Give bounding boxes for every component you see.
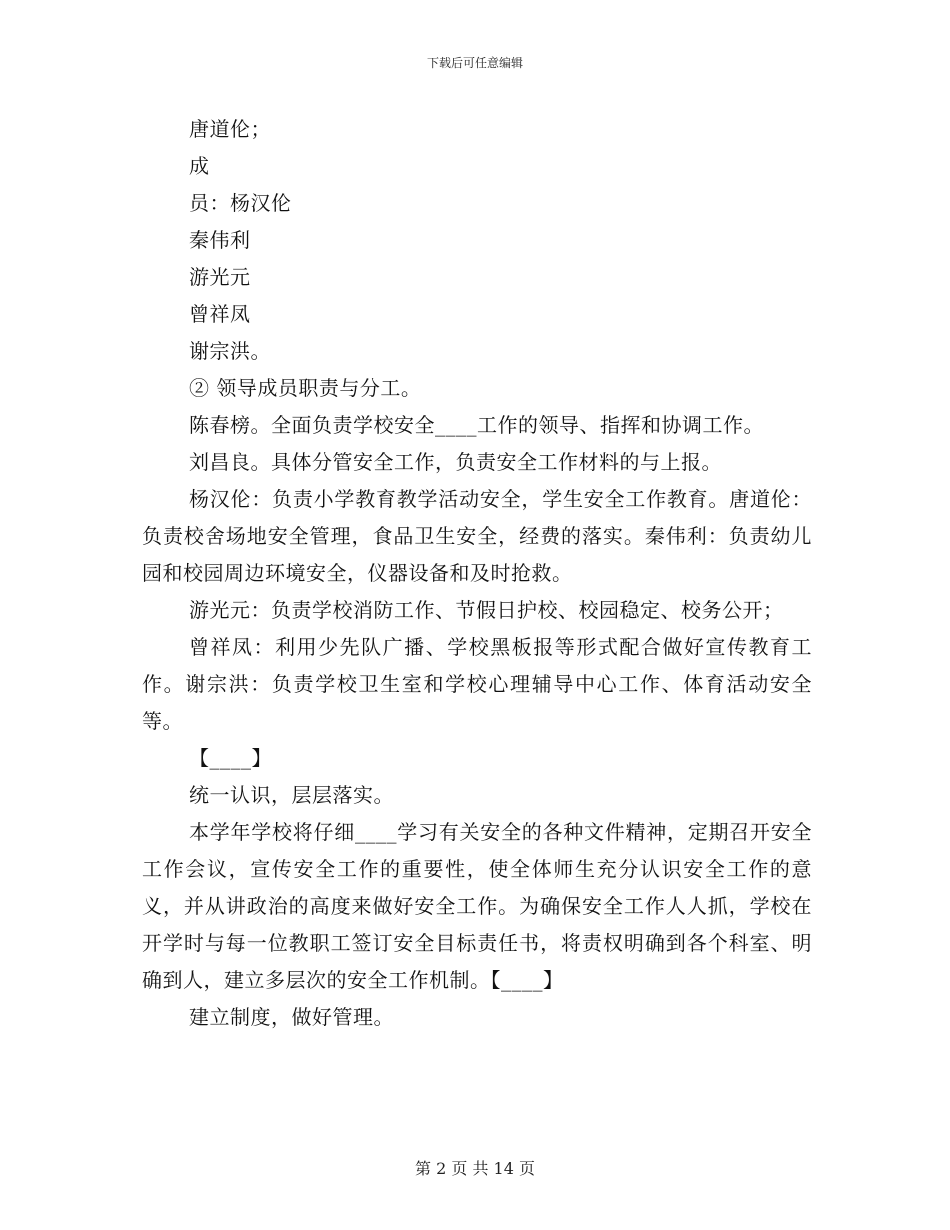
- paragraph: ② 领导成员职责与分工。: [189, 376, 422, 400]
- paragraph: 曾祥凤：利用少先队广播、学校黑板报等形式配合做好宣传教育工作。谢宗洪：负责学校卫生室和学校心理辅导中心工作、体育活动安全等。: [142, 635, 812, 733]
- paragraph: 本学年学校将仔细____学习有关安全的各种文件精神，定期召开安全工作会议，宣传安全工作的重要性，使全体师生充分认识安全工作的意义，并从讲政治的高度来做好安全工作。为确保安全工作人人抓，学校在开学时与每一位教职工签订安全目标责任书，将责权明确到各个科室、明确到人，建立多层次的安全工作机制。【____】: [142, 820, 812, 992]
- paragraph: 【____】: [189, 746, 272, 770]
- document-body: [142, 111, 812, 1036]
- paragraph: 游光元: [189, 265, 251, 289]
- paragraph: 员：杨汉伦: [189, 191, 292, 215]
- paragraph: 杨汉伦：负责小学教育教学活动安全，学生安全工作教育。唐道伦：负责校舍场地安全管理，食品卫生安全，经费的落实。秦伟利：负责幼儿园和校园周边环境安全，仪器设备和及时抢救。: [142, 487, 812, 585]
- page-footer: 第 2 页 共 14 页: [415, 1159, 535, 1178]
- paragraph: 秦伟利: [189, 228, 251, 252]
- paragraph: 陈春榜。全面负责学校安全____工作的领导、指挥和协调工作。: [189, 413, 764, 437]
- paragraph: 曾祥凤: [189, 302, 251, 326]
- paragraph: 谢宗洪。: [189, 339, 271, 363]
- paragraph: 刘昌良。具体分管安全工作，负责安全工作材料的与上报。: [189, 450, 722, 474]
- paragraph: 游光元：负责学校消防工作、节假日护校、校园稳定、校务公开；: [189, 598, 784, 622]
- page-header: 下载后可任意编辑: [426, 56, 523, 70]
- paragraph: 唐道伦；: [189, 117, 271, 141]
- paragraph: 成: [189, 154, 210, 178]
- paragraph: 建立制度，做好管理。: [189, 1005, 394, 1029]
- paragraph: 统一认识，层层落实。: [189, 783, 394, 807]
